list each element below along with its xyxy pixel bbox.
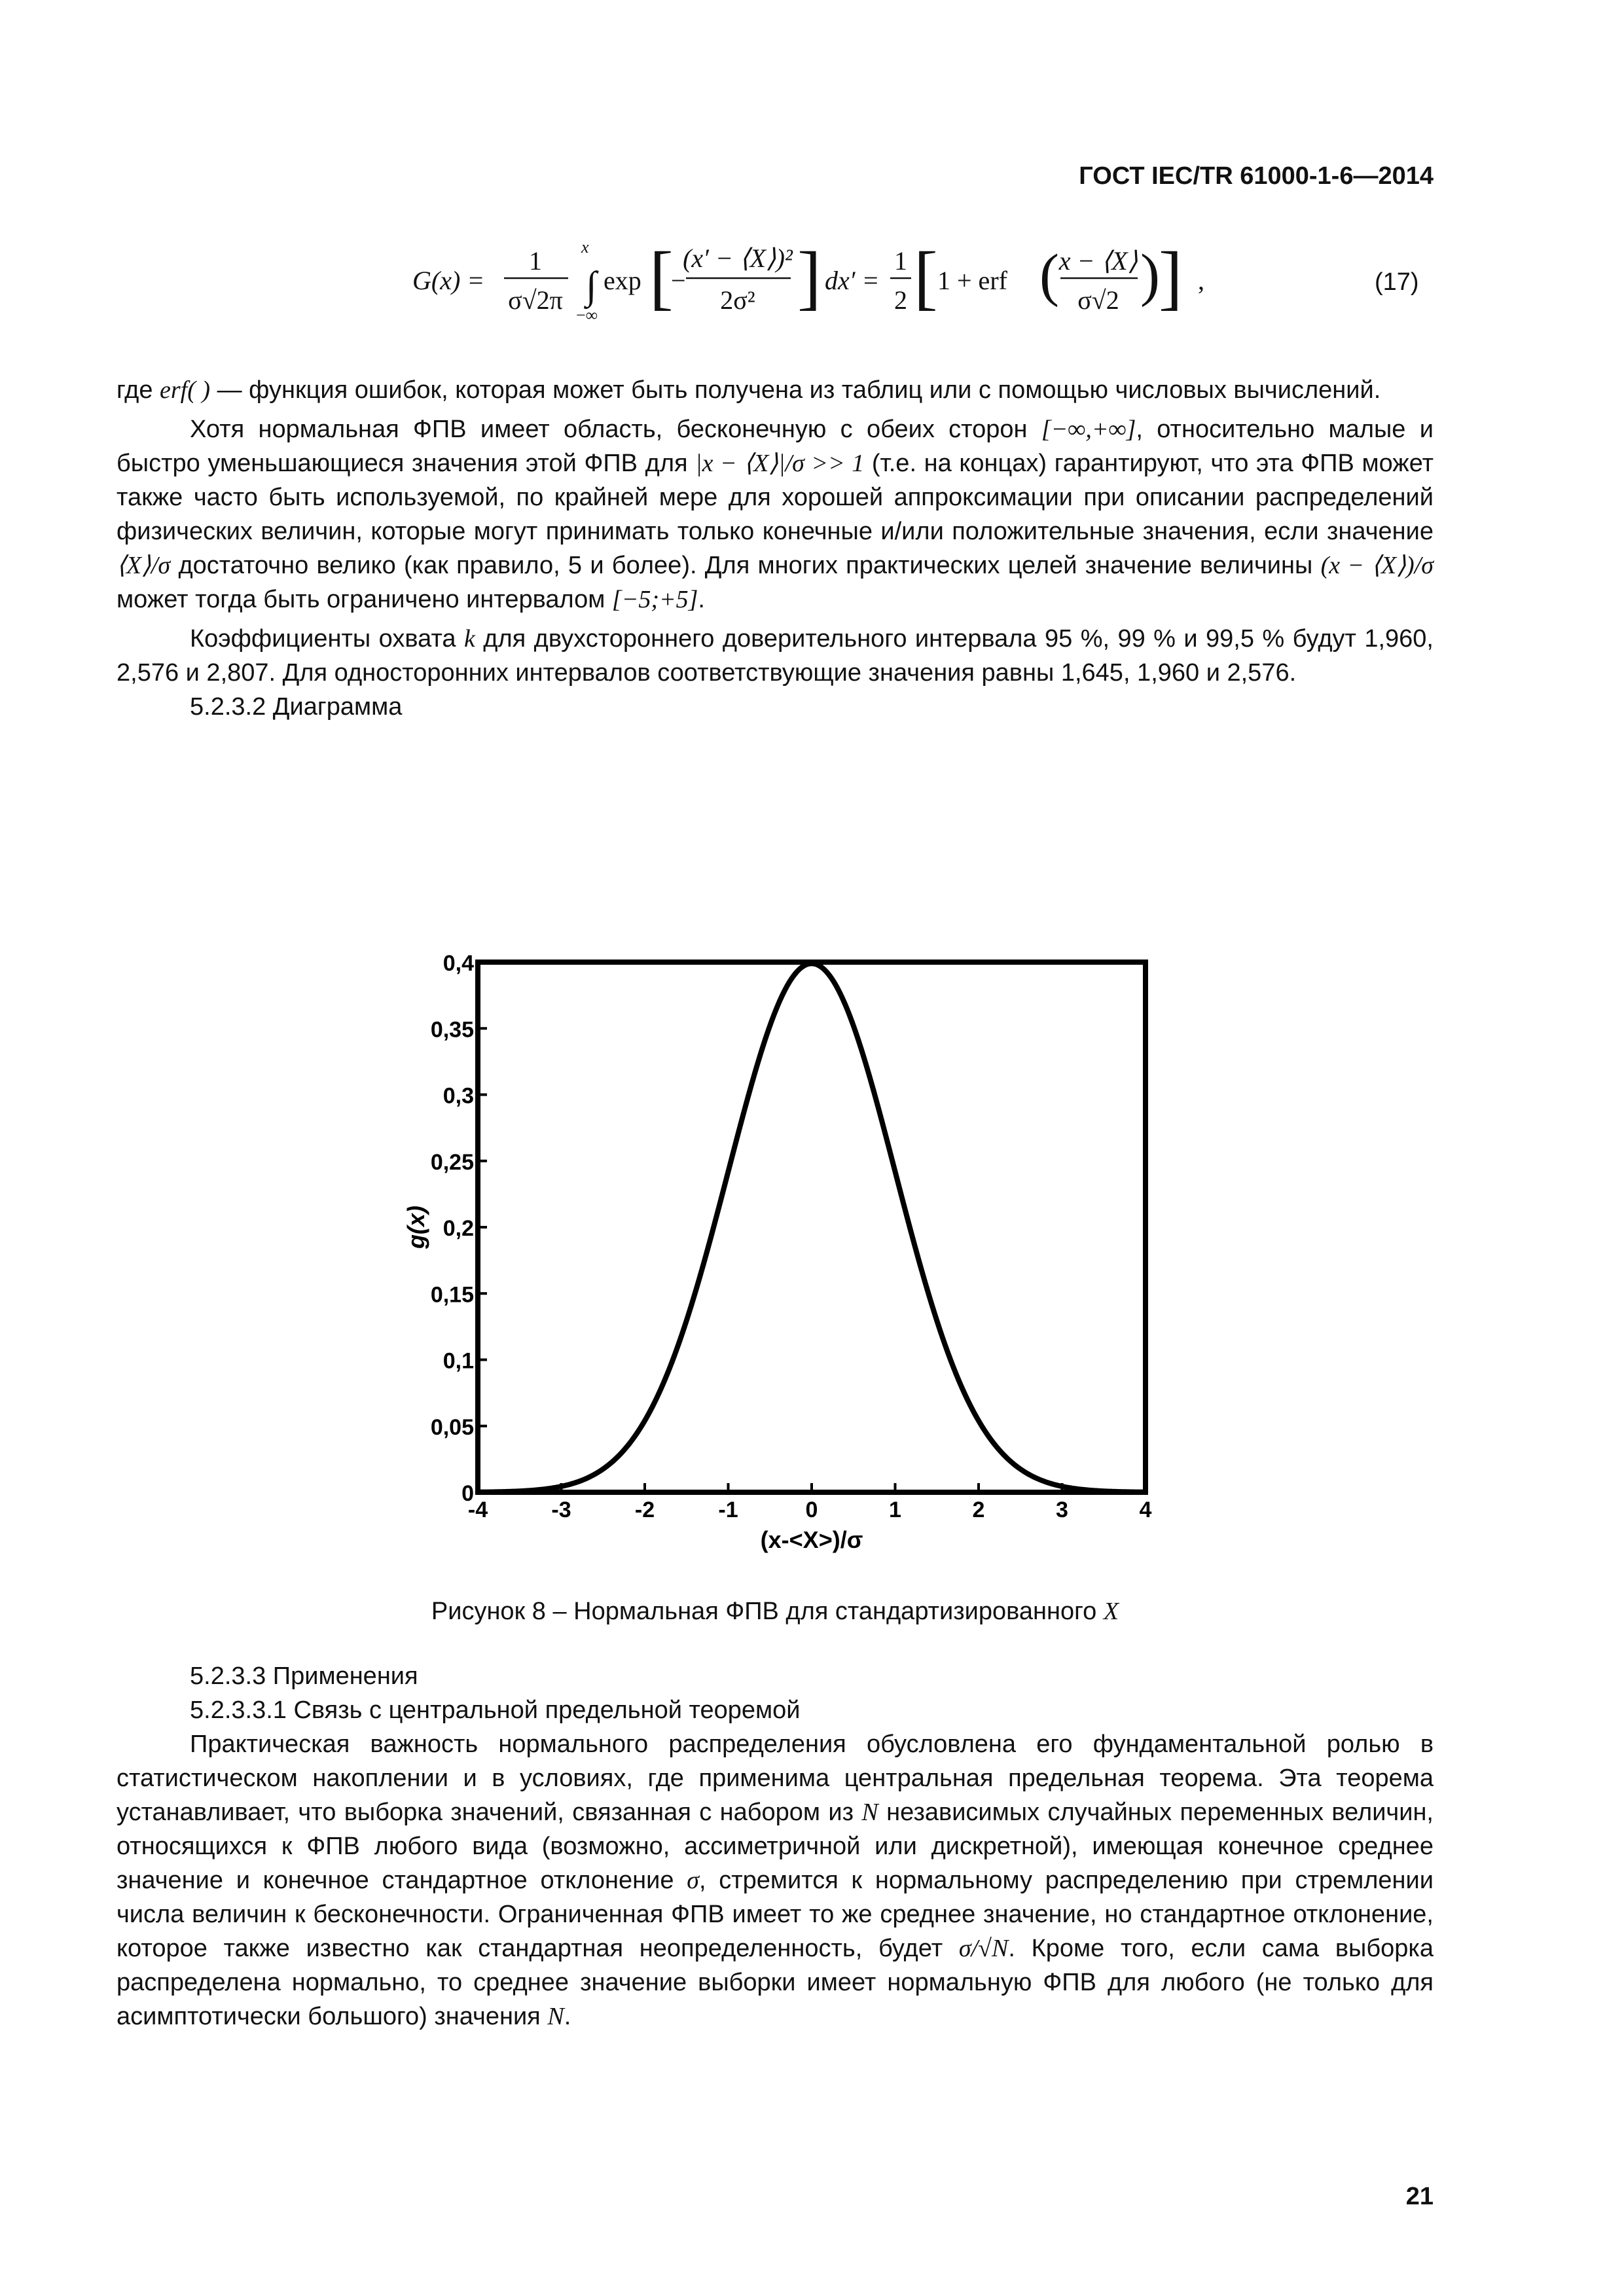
y-tick-label: 0,15 [430,1282,474,1308]
eq-half-den: 2 [894,285,907,315]
x-tick-label: -2 [634,1498,655,1522]
eq-bracket-close: ] [797,237,821,317]
eq-exp-num: (x′ − ⟨X⟩)² [683,243,793,273]
section-heading-applications: 5.2.3.3 Применения [190,1662,418,1690]
eq-bracket2-close: ] [1159,237,1183,317]
x-tick-label: 0 [805,1498,818,1522]
eq-frac1-den: σ√2π [508,285,563,315]
x-tick-label: 3 [1056,1498,1068,1522]
y-tick-label: 0,1 [442,1348,474,1374]
page-number: 21 [1405,2183,1434,2210]
normal-pdf-chart [367,936,1185,1564]
eq-half-num: 1 [894,246,907,276]
x-tick-label: -3 [551,1498,571,1522]
x-tick-label: -4 [467,1498,488,1522]
y-tick-label: 0,2 [442,1216,474,1241]
eq-comma: , [1198,266,1204,295]
eq-int-upper: x [581,238,589,257]
paragraph-normal-domain: Хотя нормальная ФПВ имеет область, бесконечную с обеих сторон [−∞,+∞], относительно малые и быстро уменьшающиеся значения этой ФПВ для |x − ⟨X⟩|/σ >> 1 (т.е. на концах) гарантируют, что эта ФПВ может также часто быть используемой, по крайней мере для хорошей аппроксимации при описании распределений физических величин, которые могут принимать только конечные и/или положительные значения, если значение ⟨X⟩/σ достаточно велико (как правило, 5 и более). Для многих практических целей значение величины (x − ⟨X⟩)/σ может тогда быть ограничено интервалом [−5;+5]. [117,416,1434,613]
paragraph-clt: Практическая важность нормального распределения обусловлена его фундаментальной ролью в статистическом накоплении и в условиях, где применима центральная предельная теорема. Эта теорема устанавливает, что выборка значений, связанная с набором из N независимых случайных переменных величин, относящихся к ФПВ любого вида (возможно, ассиметричной или дискретной), имеющая конечное среднее значение и конечное стандартное отклонение σ, стремится к нормальному распределению при стремлении числа величин к бесконечности. Ограниченная ФПВ имеет то же среднее значение, но стандартное отклонение, которое также известно как стандартная неопределенность, будет σ/√N. Кроме того, если сама выборка распределена нормально, то среднее значение выборки имеет нормальную ФПВ для любого (не только для асимптотически большого) значения N. [117,1731,1434,2030]
section-heading-diagram: 5.2.3.2 Диаграмма [190,693,403,721]
equation-17 [406,229,1257,334]
y-tick-label: 0,35 [430,1017,474,1043]
y-axis-label: g(x) [403,1206,429,1249]
x-tick-label: 1 [889,1498,901,1522]
eq-bracket-open: [ [649,237,674,317]
eq-int-lower: −∞ [576,306,598,325]
x-tick-label: 2 [972,1498,985,1522]
eq-erf-den: σ√2 [1077,285,1119,315]
x-tick-label: 4 [1139,1498,1152,1522]
integral-sign: ∫ [586,264,597,307]
x-axis-ticks [468,1483,1152,1522]
eq-minus: − [671,266,686,295]
y-tick-label: 0 [461,1481,474,1506]
pdf-curve [478,963,1146,1492]
text-block-bottom [117,1659,1434,2034]
y-tick-label: 0,05 [430,1414,474,1440]
eq-paren-close: ) [1140,243,1160,308]
figure-caption: Рисунок 8 – Нормальная ФПВ для стандартизированного X [431,1598,1119,1625]
eq-frac1-num: 1 [529,246,542,276]
equation-number: (17) [1375,268,1419,296]
section-heading-clt: 5.2.3.3.1 Связь с центральной предельной теоремой [190,1696,801,1724]
x-axis-label: (x-<X>)/σ [760,1526,863,1553]
y-tick-label: 0,4 [442,951,474,976]
plot-frame [478,962,1146,1492]
eq-one-plus: 1 + erf [937,266,1007,295]
x-tick-label: -1 [718,1498,738,1522]
document-header: ГОСТ IEC/TR 61000-1-6—2014 [1079,162,1434,190]
eq-lhs: G(x) = [412,266,485,295]
y-tick-label: 0,25 [430,1149,474,1175]
text-block-top [117,373,1434,724]
eq-exp: exp [604,266,641,295]
eq-paren-open: ( [1039,243,1059,308]
paragraph-coverage: Коэффициенты охвата k для двухстороннего доверительного интервала 95 %, 99 % и 99,5 % будут 1,960, 2,576 и 2,807. Для односторонних интервалов соответствующие значения равны 1,645, 1,960 и 2,576. [117,625,1434,687]
eq-erf-num: x − ⟨X⟩ [1058,246,1138,276]
eq-bracket2-open: [ [914,237,938,317]
eq-dx: dx′ = [825,266,880,295]
paragraph-erf: где erf( ) — функция ошибок, которая может быть получена из таблиц или с помощью числовых вычислений. [117,376,1381,404]
y-tick-label: 0,3 [442,1083,474,1109]
eq-exp-den: 2σ² [720,285,755,315]
